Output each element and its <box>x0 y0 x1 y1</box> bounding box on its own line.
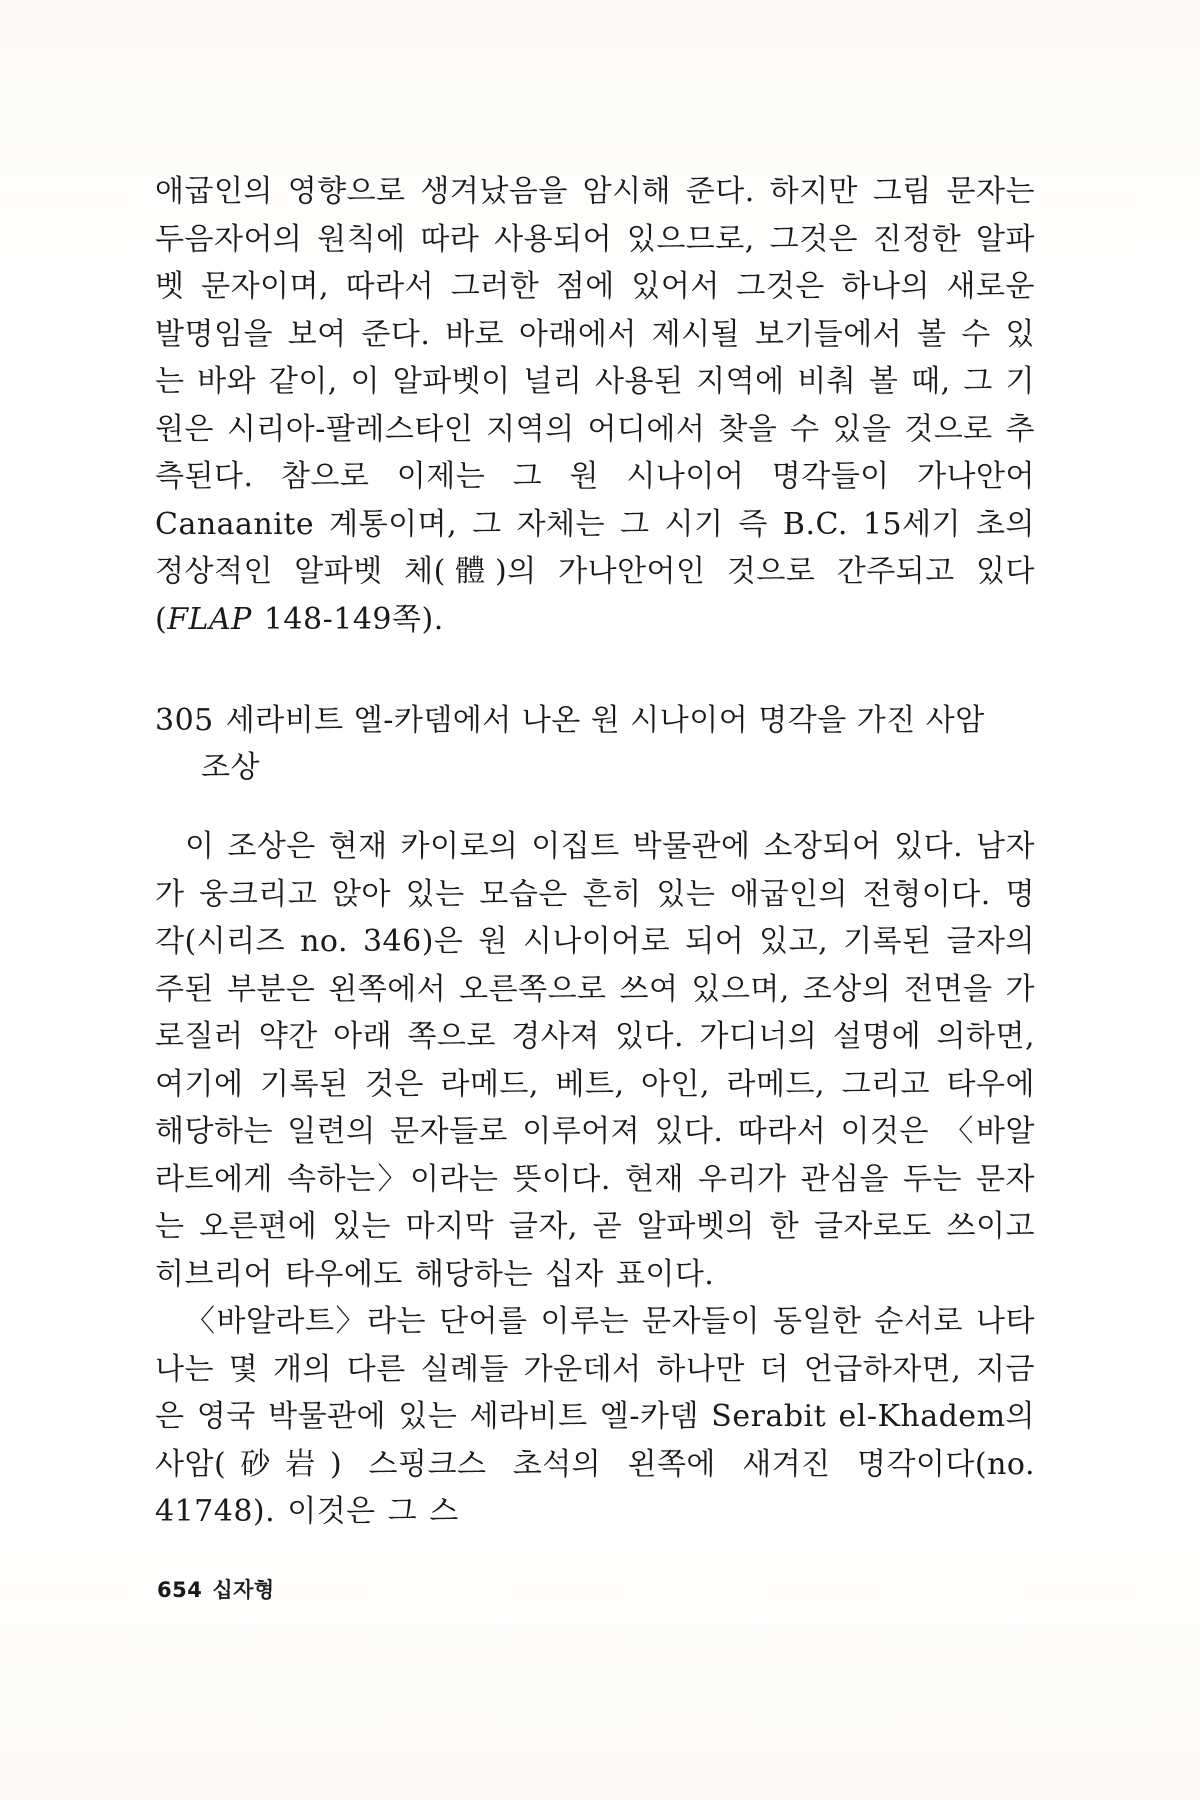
section-heading-line-1 <box>155 697 1035 744</box>
page-footer <box>157 1574 275 1604</box>
running-title: 십자형 <box>212 1578 275 1602</box>
paragraph-text: 애굽인의 영향으로 생겨났음을 암시해 준다. 하지만 그림 문자는 두음자어의 원칙에 따라 사용되어 있으므로, 그것은 진정한 알파벳 문자이며, 따라서 그러한 점에 있어서 그것은 하나의 새로운 발명임을 보여 준다. 바로 아래에서 제시될 보기들에서 볼 수 있는 바와 같이, 이 알파벳이 널리 사용된 지역에 비춰 볼 때, 그 기원은 시리아-팔레스타인 지역의 어디에서 찾을 수 있을 것으로 추측된다. 참으로 이제는 그 원 시나이어 명각들이 가나안어 Canaanite 계통이며, 그 자체는 그 시기 즉 B.C. 15세기 초의 정상적인 알파벳 체(體)의 가나안어인 것으로 간주되고 있다( <box>155 174 1035 637</box>
section-heading-line-2: 조상 <box>201 750 260 785</box>
section-title: 세라비트 엘-카뎀에서 나온 원 시나이어 명각을 가진 사암 <box>225 703 985 738</box>
section-number: 305 <box>155 703 214 738</box>
paragraph: 이 조상은 현재 카이로의 이집트 박물관에 소장되어 있다. 남자가 웅크리고 앉아 있는 모습은 흔히 있는 애굽인의 전형이다. 명각(시리즈 no. 346)은 원 시나이어로 되어 있고, 기록된 글자의 주된 부분은 왼쪽에서 오른쪽으로 쓰여 있으며, 조상의 전면을 가로질러 약간 아래 쪽으로 경사져 있다. 가디너의 설명에 의하면, 여기에 기록된 것은 라메드, 베트, 아인, 라메드, 그리고 타우에 해당하는 일련의 문자들로 이루어져 있다. 따라서 이것은 〈바알라트에게 속하는〉이라는 뜻이다. 현재 우리가 관심을 두는 문자는 오른편에 있는 마지막 글자, 곧 알파벳의 한 글자로도 쓰이고 히브리어 타우에도 해당하는 십자 표이다. <box>155 829 1035 1292</box>
paragraph-text-end: 148-149쪽). <box>251 601 444 637</box>
paragraph-continuation <box>155 168 1035 643</box>
section-heading <box>155 697 1035 791</box>
page-number: 654 <box>157 1578 203 1602</box>
paragraph: 〈바알라트〉라는 단어를 이루는 문자들이 동일한 순서로 나타나는 몇 개의 다른 실례들 가운데서 하나만 더 언급하자면, 지금은 영국 박물관에 있는 세라비트 엘-카뎀 Serabit el-Khadem의 사암(砂岩) 스핑크스 초석의 왼쪽에 새겨진 명각이다(no. 41748). 이것은 그 스 <box>155 1304 1035 1529</box>
citation-title: FLAP <box>167 601 252 637</box>
body-text-bottom <box>155 823 1035 1536</box>
body-text-top <box>155 168 1035 643</box>
